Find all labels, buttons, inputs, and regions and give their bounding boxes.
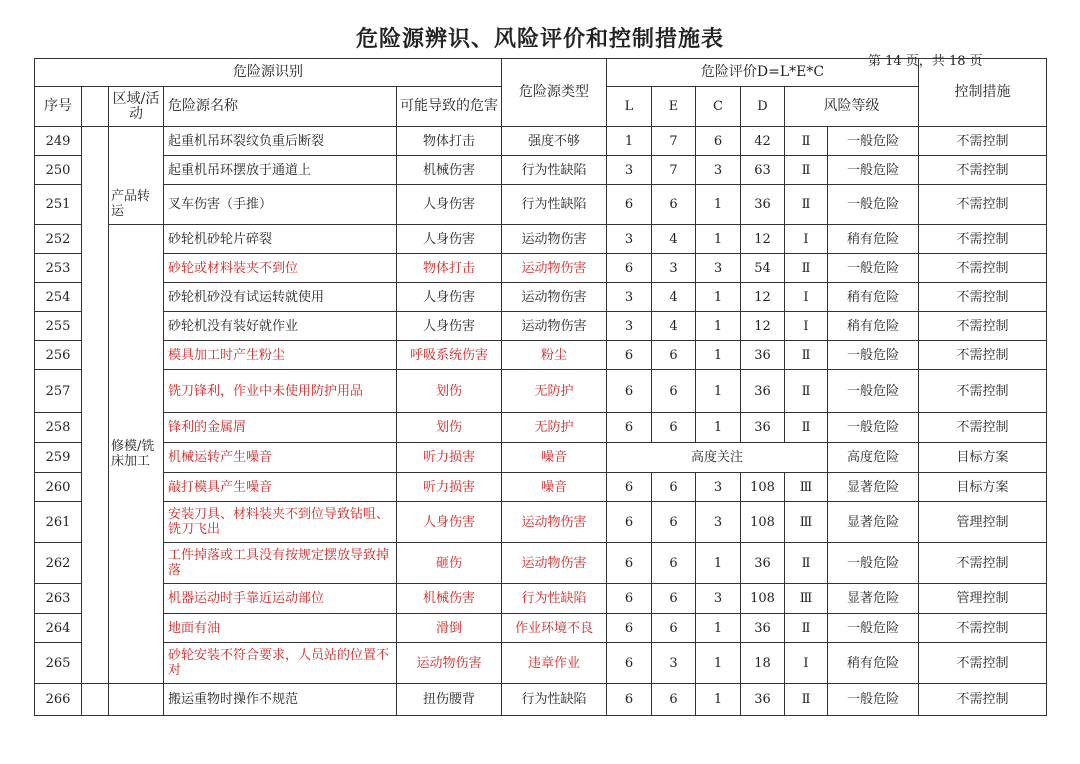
value-E: 6: [652, 473, 696, 502]
row-number: 256: [35, 341, 82, 370]
risk-level: 一般危险: [828, 614, 919, 643]
header-L: L: [607, 87, 652, 127]
risk-level: 显著危险: [828, 473, 919, 502]
row-number: 255: [35, 312, 82, 341]
value-D: 18: [741, 643, 785, 684]
row-number: 252: [35, 225, 82, 254]
row-number: 262: [35, 543, 82, 584]
hazard-name: 砂轮安装不符合要求，人员站的位置不对: [164, 643, 397, 684]
risk-level: 一般危险: [828, 254, 919, 283]
risk-level: 一般危险: [828, 156, 919, 185]
table-row: [35, 614, 1047, 643]
value-E: 6: [652, 684, 696, 716]
possible-harm: 人身伤害: [397, 185, 502, 225]
control-measure: 不需控制: [919, 254, 1047, 283]
area-cell: [109, 127, 164, 185]
value-C: 3: [696, 254, 741, 283]
hazard-type: 噪音: [502, 473, 607, 502]
hazard-type: 噪音: [502, 443, 607, 473]
value-D: 36: [741, 684, 785, 716]
risk-grade: Ⅱ: [785, 684, 828, 716]
hazard-type: 运动物伤害: [502, 225, 607, 254]
control-measure: 不需控制: [919, 643, 1047, 684]
value-E: 6: [652, 341, 696, 370]
risk-grade: Ⅰ: [785, 225, 828, 254]
possible-harm: 砸伤: [397, 543, 502, 584]
header-evaluation: 危险评价D=L*E*C: [607, 59, 919, 87]
risk-level: 稍有危险: [828, 225, 919, 254]
table-row: [35, 283, 1047, 312]
value-L: 6: [607, 614, 652, 643]
possible-harm: 听力损害: [397, 473, 502, 502]
value-C: 1: [696, 283, 741, 312]
value-C: 1: [696, 370, 741, 413]
risk-grade: Ⅰ: [785, 643, 828, 684]
control-measure: 管理控制: [919, 502, 1047, 543]
control-measure: 不需控制: [919, 341, 1047, 370]
header-seq: 序号: [35, 87, 82, 127]
table-row: [35, 543, 1047, 584]
possible-harm: 物体打击: [397, 127, 502, 156]
value-L: 3: [607, 283, 652, 312]
header-type: 危险源类型: [502, 59, 607, 127]
possible-harm: 划伤: [397, 413, 502, 443]
risk-grade: Ⅱ: [785, 543, 828, 584]
control-measure: 不需控制: [919, 185, 1047, 225]
possible-harm: 人身伤害: [397, 312, 502, 341]
hazard-type: 行为性缺陷: [502, 584, 607, 614]
hazard-name: 地面有油: [164, 614, 397, 643]
value-E: 6: [652, 370, 696, 413]
value-L: 6: [607, 684, 652, 716]
value-D: 12: [741, 312, 785, 341]
row-number: 261: [35, 502, 82, 543]
value-L: 6: [607, 584, 652, 614]
row-number: 260: [35, 473, 82, 502]
risk-grade: Ⅱ: [785, 254, 828, 283]
value-D: 108: [741, 584, 785, 614]
hazard-name: 机器运动时手靠近运动部位: [164, 584, 397, 614]
header-D: D: [741, 87, 785, 127]
value-C: 3: [696, 502, 741, 543]
row-number: 259: [35, 443, 82, 473]
header-E: E: [652, 87, 696, 127]
table-row: [35, 584, 1047, 614]
risk-level: 一般危险: [828, 341, 919, 370]
header-row-1: [35, 59, 1047, 87]
risk-grade: Ⅱ: [785, 614, 828, 643]
row-number: 266: [35, 684, 82, 716]
hazard-type: 运动物伤害: [502, 312, 607, 341]
value-C: 1: [696, 185, 741, 225]
table-body: [35, 127, 1047, 716]
control-measure: 不需控制: [919, 370, 1047, 413]
table-row: [35, 341, 1047, 370]
risk-grade: Ⅲ: [785, 584, 828, 614]
possible-harm: 划伤: [397, 370, 502, 413]
control-measure: 目标方案: [919, 443, 1047, 473]
value-L: 6: [607, 502, 652, 543]
area-repair-milling: 修模/铣床加工: [109, 225, 164, 684]
hazard-name: 锋利的金属屑: [164, 413, 397, 443]
row-number: 264: [35, 614, 82, 643]
value-L: 6: [607, 543, 652, 584]
hazard-name: 砂轮机砂轮片碎裂: [164, 225, 397, 254]
risk-grade: Ⅱ: [785, 156, 828, 185]
value-C: 3: [696, 584, 741, 614]
risk-grade: Ⅱ: [785, 370, 828, 413]
value-E: 4: [652, 283, 696, 312]
hazard-name: 工件掉落或工具没有按规定摆放导致掉落: [164, 543, 397, 584]
value-C: 3: [696, 156, 741, 185]
control-measure: 不需控制: [919, 684, 1047, 716]
value-E: 3: [652, 254, 696, 283]
risk-level: 稍有危险: [828, 643, 919, 684]
value-C: 3: [696, 473, 741, 502]
value-E: 6: [652, 543, 696, 584]
value-C: 6: [696, 127, 741, 156]
row-number: 251: [35, 185, 82, 225]
value-D: 12: [741, 225, 785, 254]
control-measure: 不需控制: [919, 225, 1047, 254]
value-E: 7: [652, 127, 696, 156]
possible-harm: 扭伤腰背: [397, 684, 502, 716]
risk-level: 显著危险: [828, 502, 919, 543]
risk-level: 显著危险: [828, 584, 919, 614]
value-E: 6: [652, 584, 696, 614]
value-L: 3: [607, 312, 652, 341]
risk-level: 稍有危险: [828, 283, 919, 312]
value-C: 1: [696, 225, 741, 254]
hazard-name: 砂轮机没有装好就作业: [164, 312, 397, 341]
hazard-name: 叉车伤害（手推）: [164, 185, 397, 225]
table-row: [35, 502, 1047, 543]
possible-harm: 人身伤害: [397, 225, 502, 254]
table-row: [35, 254, 1047, 283]
control-measure: 不需控制: [919, 283, 1047, 312]
risk-grade: Ⅲ: [785, 473, 828, 502]
hazard-name: 搬运重物时操作不规范: [164, 684, 397, 716]
row-number: 265: [35, 643, 82, 684]
page-info: 第 14 页，共 18 页: [868, 54, 983, 69]
value-E: 7: [652, 156, 696, 185]
hazard-type: 运动物伤害: [502, 283, 607, 312]
hazard-type: 运动物伤害: [502, 254, 607, 283]
row-number: 249: [35, 127, 82, 156]
value-E: 3: [652, 643, 696, 684]
value-C: 1: [696, 341, 741, 370]
risk-level: 一般危险: [828, 413, 919, 443]
value-D: 63: [741, 156, 785, 185]
hazard-name: 机械运转产生噪音: [164, 443, 397, 473]
control-measure: 不需控制: [919, 156, 1047, 185]
hazard-type: 行为性缺陷: [502, 185, 607, 225]
risk-level: 高度危险: [828, 443, 919, 473]
value-L: 1: [607, 127, 652, 156]
value-D: 36: [741, 370, 785, 413]
value-D: 108: [741, 502, 785, 543]
possible-harm: 滑倒: [397, 614, 502, 643]
control-measure: 不需控制: [919, 312, 1047, 341]
value-E: 6: [652, 502, 696, 543]
value-L: 6: [607, 341, 652, 370]
value-D: 36: [741, 614, 785, 643]
control-measure: 不需控制: [919, 127, 1047, 156]
control-measure: 不需控制: [919, 543, 1047, 584]
table-row: [35, 312, 1047, 341]
table-row: [35, 413, 1047, 443]
risk-grade: Ⅱ: [785, 185, 828, 225]
hazard-name: 起重机吊环摆放于通道上: [164, 156, 397, 185]
possible-harm: 机械伤害: [397, 156, 502, 185]
risk-grade: Ⅱ: [785, 341, 828, 370]
blank-cell: [82, 684, 109, 716]
value-L: 6: [607, 413, 652, 443]
header-blank: [82, 87, 109, 127]
table-row: [35, 225, 1047, 254]
possible-harm: 人身伤害: [397, 283, 502, 312]
table-row: [35, 473, 1047, 502]
row-number: 250: [35, 156, 82, 185]
document-title: 危险源辨识、风险评价和控制措施表: [355, 26, 724, 52]
value-C: 1: [696, 543, 741, 584]
value-E: 6: [652, 413, 696, 443]
control-measure: 不需控制: [919, 614, 1047, 643]
possible-harm: 运动物伤害: [397, 643, 502, 684]
header-name: 危险源名称: [164, 87, 397, 127]
hazard-name: 起重机吊环裂纹负重后断裂: [164, 127, 397, 156]
row-number: 254: [35, 283, 82, 312]
value-C: 1: [696, 413, 741, 443]
table-row: [35, 156, 1047, 185]
row-number: 257: [35, 370, 82, 413]
area-product-transfer: 产品转运: [109, 185, 164, 225]
risk-level: 一般危险: [828, 684, 919, 716]
row-number: 258: [35, 413, 82, 443]
row-number: 253: [35, 254, 82, 283]
possible-harm: 听力损害: [397, 443, 502, 473]
value-C: 1: [696, 643, 741, 684]
hazard-name: 铣刀锋利，作业中未使用防护用品: [164, 370, 397, 413]
possible-harm: 物体打击: [397, 254, 502, 283]
value-D: 54: [741, 254, 785, 283]
hazard-name: 安装刀具、材料装夹不到位导致钻咀、铣刀飞出: [164, 502, 397, 543]
hazard-type: 无防护: [502, 370, 607, 413]
risk-grade: Ⅲ: [785, 502, 828, 543]
possible-harm: 呼吸系统伤害: [397, 341, 502, 370]
risk-level: 一般危险: [828, 543, 919, 584]
value-L: 6: [607, 473, 652, 502]
value-L: 6: [607, 370, 652, 413]
risk-table: [34, 58, 1047, 716]
area-cell: [109, 684, 164, 716]
value-C: 1: [696, 684, 741, 716]
row-number: 263: [35, 584, 82, 614]
table-row: [35, 127, 1047, 156]
header-identification: 危险源识别: [35, 59, 502, 87]
table-row: [35, 643, 1047, 684]
hazard-type: 行为性缺陷: [502, 156, 607, 185]
value-D: 108: [741, 473, 785, 502]
control-measure: 不需控制: [919, 413, 1047, 443]
possible-harm: 机械伤害: [397, 584, 502, 614]
header-level: 风险等级: [785, 87, 919, 127]
value-C: 1: [696, 614, 741, 643]
hazard-name: 砂轮或材料装夹不到位: [164, 254, 397, 283]
table-row: [35, 684, 1047, 716]
value-D: 36: [741, 413, 785, 443]
header-area: 区域/活动: [109, 87, 164, 127]
hazard-type: 无防护: [502, 413, 607, 443]
hazard-type: 违章作业: [502, 643, 607, 684]
value-D: 42: [741, 127, 785, 156]
risk-level: 一般危险: [828, 370, 919, 413]
value-L: 3: [607, 225, 652, 254]
header-harm: 可能导致的危害: [397, 87, 502, 127]
risk-grade: Ⅱ: [785, 127, 828, 156]
value-C: 1: [696, 312, 741, 341]
value-L: 6: [607, 254, 652, 283]
header-control: 控制措施: [919, 59, 1047, 127]
table-row: [35, 443, 1047, 473]
value-E: 4: [652, 225, 696, 254]
hazard-type: 强度不够: [502, 127, 607, 156]
evaluation-merged: 高度关注: [607, 443, 828, 473]
table-row: [35, 370, 1047, 413]
hazard-type: 粉尘: [502, 341, 607, 370]
possible-harm: 人身伤害: [397, 502, 502, 543]
hazard-type: 运动物伤害: [502, 502, 607, 543]
value-D: 36: [741, 185, 785, 225]
risk-level: 一般危险: [828, 127, 919, 156]
hazard-name: 砂轮机砂没有试运转就使用: [164, 283, 397, 312]
hazard-name: 模具加工时产生粉尘: [164, 341, 397, 370]
risk-grade: Ⅰ: [785, 312, 828, 341]
value-D: 12: [741, 283, 785, 312]
control-measure: 目标方案: [919, 473, 1047, 502]
value-E: 6: [652, 614, 696, 643]
table-row: [35, 185, 1047, 225]
risk-grade: Ⅰ: [785, 283, 828, 312]
value-E: 6: [652, 185, 696, 225]
blank-cell: [82, 127, 109, 684]
risk-level: 一般危险: [828, 185, 919, 225]
risk-level: 稍有危险: [828, 312, 919, 341]
value-L: 6: [607, 643, 652, 684]
value-L: 6: [607, 185, 652, 225]
control-measure: 管理控制: [919, 584, 1047, 614]
hazard-type: 作业环境不良: [502, 614, 607, 643]
hazard-type: 运动物伤害: [502, 543, 607, 584]
value-E: 4: [652, 312, 696, 341]
value-D: 36: [741, 341, 785, 370]
header-C: C: [696, 87, 741, 127]
hazard-type: 行为性缺陷: [502, 684, 607, 716]
value-D: 36: [741, 543, 785, 584]
value-L: 3: [607, 156, 652, 185]
hazard-name: 敲打模具产生噪音: [164, 473, 397, 502]
risk-grade: Ⅱ: [785, 413, 828, 443]
